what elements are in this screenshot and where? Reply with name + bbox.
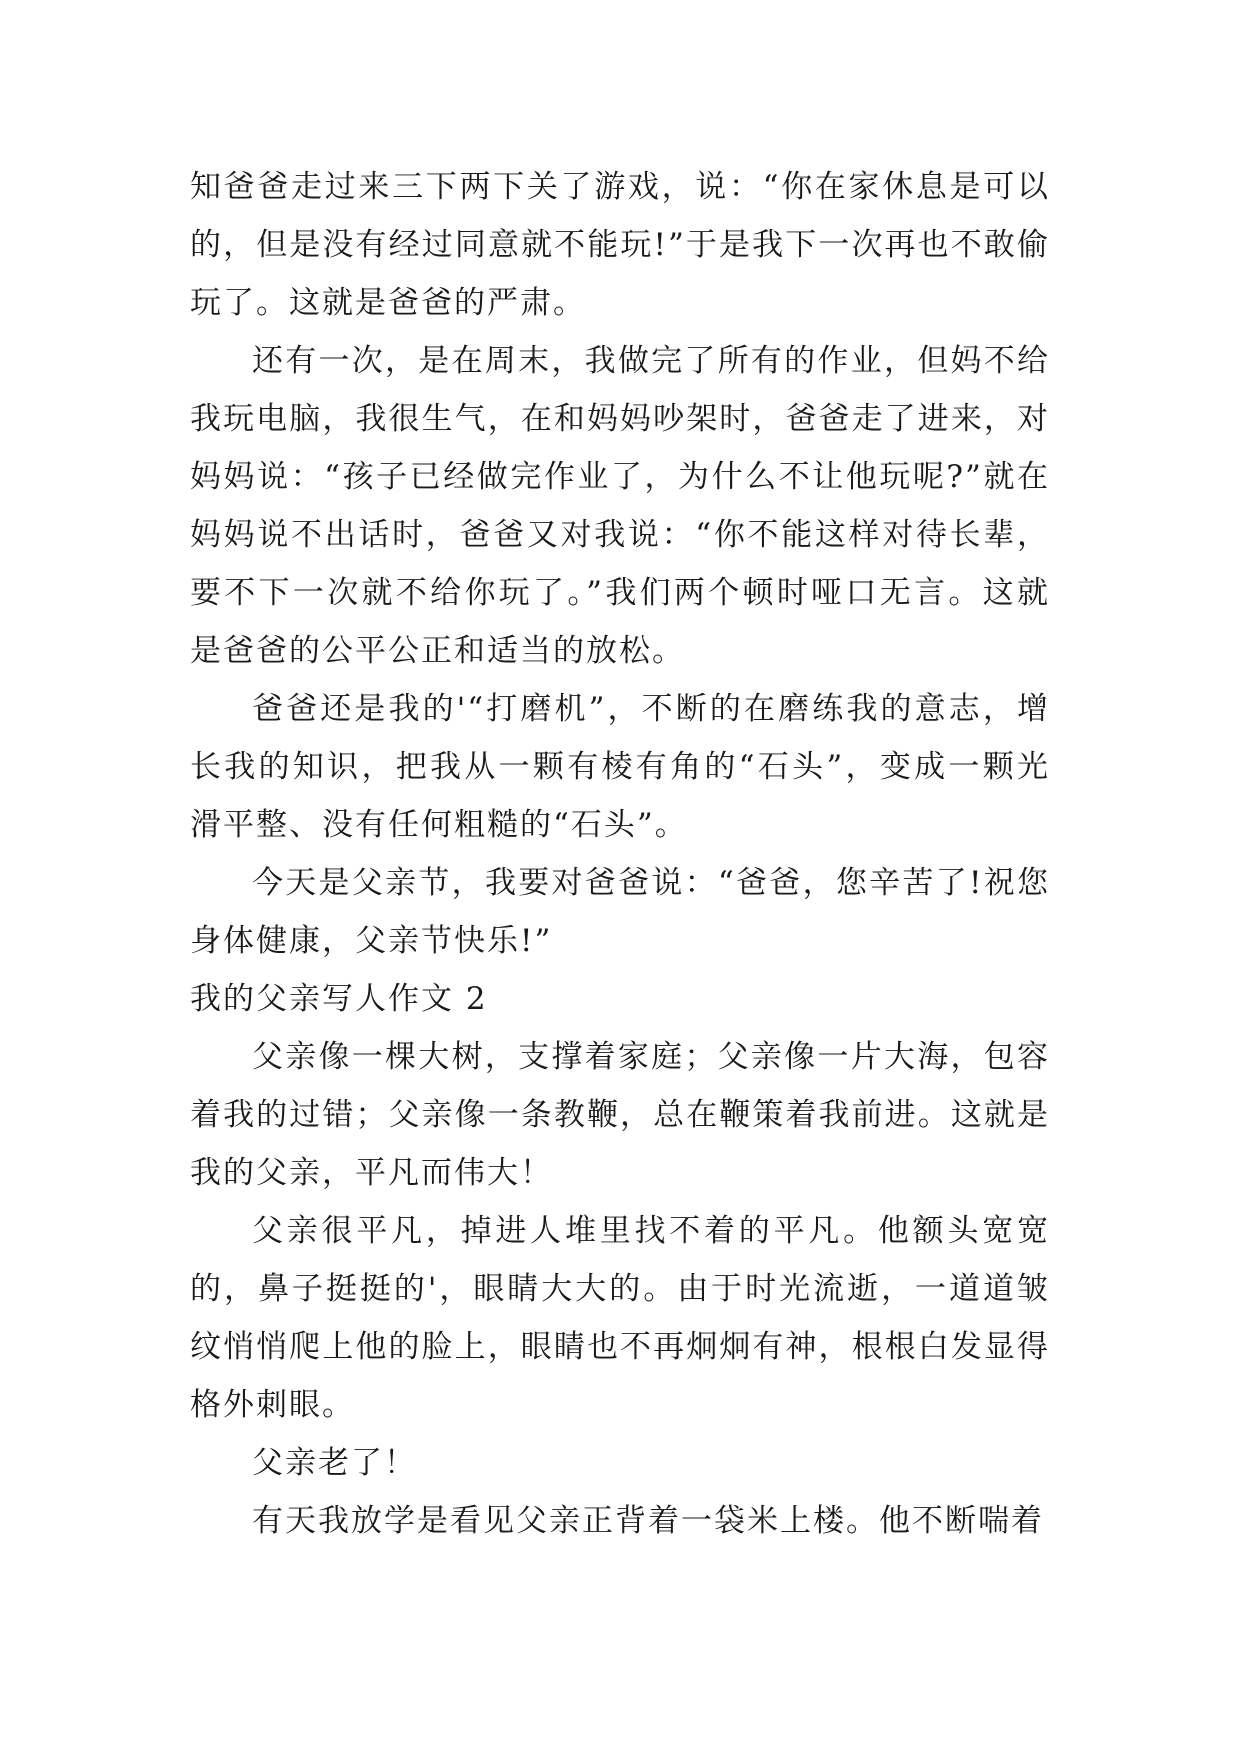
document-body <box>190 158 1050 1550</box>
paragraph-father-old: 父亲老了！ <box>252 1445 417 1481</box>
paragraph-continued: 知爸爸走过来三下两下关了游戏，说：“你在家休息是可以的，但是没有经过同意就不能玩!”于是我下一次再也不敢偷玩了。这就是爸爸的严肃。 <box>190 169 1050 321</box>
paragraph-fathers-day: 今天是父亲节，我要对爸爸说：“爸爸，您辛苦了!祝您身体健康，父亲节快乐!” <box>190 865 1050 959</box>
paragraph-tree-sea: 父亲像一棵大树，支撑着家庭；父亲像一片大海，包容着我的过错；父亲像一条教鞭，总在鞭策着我前进。这就是我的父亲，平凡而伟大！ <box>190 1039 1050 1191</box>
paragraph-ordinary: 父亲很平凡，掉进人堆里找不着的平凡。他额头宽宽的，鼻子挺挺的'，眼睛大大的。由于时光流逝，一道道皱纹悄悄爬上他的脸上，眼睛也不再炯炯有神，根根白发显得格外刺眼。 <box>190 1213 1050 1423</box>
paragraph-grinder: 爸爸还是我的'“打磨机”，不断的在磨练我的意志，增长我的知识，把我从一颗有棱有角的“石头”，变成一颗光滑平整、没有任何粗糙的“石头”。 <box>190 691 1050 843</box>
paragraph-rice-bag: 有天我放学是看见父亲正背着一袋米上楼。他不断喘着 <box>252 1503 1044 1539</box>
paragraph-weekend-story: 还有一次，是在周末，我做完了所有的作业，但妈不给我玩电脑，我很生气，在和妈妈吵架时，爸爸走了进来，对妈妈说：“孩子已经做完作业了，为什么不让他玩呢?”就在妈妈说不出话时，爸爸又对我说：“你不能这样对待长辈，要不下一次就不给你玩了。”我们两个顿时哑口无言。这就是爸爸的公平公正和适当的放松。 <box>190 343 1050 669</box>
essay-heading: 我的父亲写人作文 2 <box>190 981 488 1017</box>
